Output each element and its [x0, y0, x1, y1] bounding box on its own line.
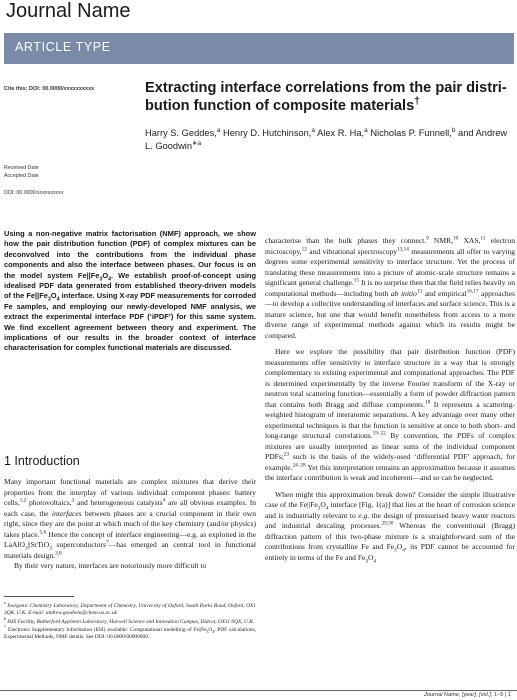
citation-ref: 13: [416, 287, 423, 294]
footnote-text: , PDF calculations, Experimental Methods, NMF details. See DOI: 00.0000/00000000.: [4, 626, 256, 641]
page-footer: [424, 692, 511, 698]
citation-ref: 3,8: [55, 549, 62, 556]
footnote-mark: a: [4, 601, 6, 606]
subscript: 3: [394, 547, 397, 554]
body-text: and heterogeneous catalysts: [74, 498, 163, 507]
body-text: It is no surprise then that the field relies heavily on computational methods—including both: [265, 278, 515, 298]
body-text: Yet this interpretation remains an approximation because it assumes the interface contribution is weak and incoherent—and so can be neglected.: [265, 462, 515, 482]
affiliation-mark: a: [311, 126, 316, 134]
body-text: electron microscopy,: [265, 236, 515, 256]
citation-ref: 29,30: [381, 520, 394, 527]
body-text: Many important functional materials are complex mixtures that derive their properties from the interplay of various individual component phases: battery cells,: [4, 477, 256, 507]
footnote-text: O: [208, 626, 213, 633]
citation-ref: 18: [424, 398, 431, 405]
cite-line: Cite this: DOI: 00.0000/xxxxxxxxxx: [4, 86, 95, 92]
intro-paragraph-1: [4, 477, 256, 561]
body-text: Hence the concept of interface engineering—e.g. as exploited in the LaAlO: [4, 529, 257, 549]
citation-ref: 10: [453, 235, 459, 242]
subscript: 3: [206, 629, 209, 634]
body-text: Here we explore the possibility that pair distribution function (PDF) measurements offer sensitivity to interface structure in a way that is strongly complementary to existing experimental and computational approaches. The PDF is determined experimentally by the inverse Fourier transform of the X-ray or neutron total scattering function—essentially a form of powder diffraction pattern that contains both Bragg and diffuse components.: [265, 347, 515, 409]
body-text: measurements all offer to varying degrees some experimental sensitivity to interface structure. Yet the process of translating these measurements into a picture of atomic-scale structure remains a significant general challenge.: [265, 246, 515, 287]
article-type-bar: [4, 33, 514, 64]
footer-rule: [0, 690, 517, 691]
subscript: 3: [317, 505, 321, 512]
right-paragraph-1: [265, 236, 515, 341]
body-text: are all obvious examples. In each case, the: [4, 498, 256, 518]
subscript: 4: [108, 276, 112, 283]
abstract-text: O: [50, 291, 57, 301]
body-text: —has emerged an central tool in functional materials design.: [4, 540, 256, 560]
subscript: 4: [212, 629, 215, 634]
citation-ref: 16,17: [466, 287, 479, 294]
affiliation-mark: b: [451, 126, 456, 134]
footer-journal: Journal Name, [year], [vol.],: [424, 692, 493, 698]
body-text: NMR,: [428, 236, 454, 245]
subscript: 3: [365, 558, 369, 564]
citation-ref: 3: [71, 497, 75, 504]
footnote-esi: [4, 627, 256, 642]
subscript: 3: [47, 296, 51, 303]
footnote-text: Electronic Supplementary Information (ESI) available: Computational modelling of Fe||Fe: [6, 626, 207, 633]
body-text: O: [396, 542, 403, 551]
body-text: By convention, the PDFs of complex mixtures are usually interpreted as linear sums of the individual component PDFs;: [265, 431, 515, 461]
footnote-mark: b: [4, 616, 6, 621]
intro-left-column: [4, 477, 256, 572]
footnote-mark: †: [4, 625, 7, 630]
citation-ref: 19–22: [372, 430, 386, 437]
affiliation-mark: ∗a: [192, 139, 202, 147]
author-name: Henry D. Hutchinson,: [220, 128, 312, 138]
citation-ref: 9: [426, 235, 429, 242]
abstract-text: Using a non-negative matrix factorisation (NMF) approach, we show how the pair distribution function (PDF) of complex mixtures can be deconvolved into the contributions from the individual phase components and also the interface between phases. Our focus is on the model system Fe||Fe: [4, 229, 256, 280]
abstract: [4, 229, 256, 354]
footnotes: [4, 603, 256, 642]
body-text: approaches—to develop a collective understanding of interfaces and surface science. This is a mature science, but one that would benefit nonetheless from access to a more diverse range of experimental methods against which its results might be compared.: [265, 288, 515, 340]
subscript: 3: [99, 276, 103, 283]
emphasis-text: interfaces: [51, 508, 82, 518]
body-text: between phases are a crucial component in their own right, since they are the point at which much of the key chemistry (and/or physics) takes place.: [4, 508, 256, 539]
body-text: such is the basis of the widely-used ‘differential PDF’ approach, for example.: [265, 452, 515, 472]
footnote-rule: [4, 596, 74, 597]
abstract-text: . We establish proof-of-concept using idealised PDF data generated from established theory-driven models of the Fe||Fe: [4, 270, 256, 301]
author-name: and Andrew L. Goodwin: [145, 128, 508, 151]
citation-ref: 5,6: [39, 528, 47, 535]
abstract-text: interface. Using X-ray PDF measurements for corroded Fe samples, and employing our newly-developed NMF analysis, we extract the experimental interface PDF (‘iPDF’) for this same system. We find excellent agreement between theory and experiment. The implications of our results in the broader context of interface characterisation for complex functional materials are discussed.: [4, 291, 256, 353]
body-text: and empirical: [422, 288, 467, 298]
citation-ref: 7: [106, 539, 109, 546]
subscript: 4: [325, 505, 329, 512]
citation-ref: 1,2: [19, 497, 27, 504]
article-title: [145, 79, 515, 115]
citation-ref: 11: [480, 235, 486, 242]
citation-ref: 13,14: [397, 245, 409, 252]
article-type-label: ARTICLE TYPE: [15, 40, 111, 54]
body-text: ||SrTiO: [27, 540, 50, 549]
body-text: O: [368, 552, 374, 562]
author-name: Alex R. Ha,: [315, 128, 365, 138]
emphasis-text: e.g.: [358, 510, 370, 520]
section-heading-introduction: 1 Introduction: [4, 454, 80, 468]
body-text: Whereas the conventional (Bragg) diffraction pattern of this two-phase mixture is a straightforward sum of the contributions from crystalline Fe and Fe: [265, 521, 515, 551]
citation-ref: 23: [283, 451, 290, 458]
body-text: , its PDF cannot be accounted for entirely in terms of the Fe and Fe: [265, 542, 515, 562]
footer-page-number: 1–5 | 1: [492, 692, 511, 698]
footnote-a: [4, 603, 256, 618]
subscript: 3: [49, 545, 52, 552]
footnote-b: [4, 616, 256, 626]
body-text: and vibrational spectroscopy: [306, 246, 398, 256]
body-text: It represents a scattering-weighted histogram of interatomic separations. A key advantage over many other experimental techniques is that the function is sensitive at once to both short- and long-range structural correlations.: [265, 399, 515, 440]
received-date: Received Date: [4, 165, 39, 171]
footnote-text: Inorganic Chemistry Laboratory, Department of Chemistry, University of Oxford, South Parks Road, Oxford, OX1 3QR, U.K. E-mail: andrew.goodwin@chem.ox.ac.uk: [4, 603, 256, 617]
journal-name: Journal Name: [6, 0, 131, 22]
accepted-date: Accepted Date: [4, 173, 39, 179]
citation-ref: 12: [301, 245, 307, 252]
subscript: 4: [373, 558, 377, 564]
subscript: 4: [56, 296, 60, 303]
author-list: [145, 127, 511, 152]
body-text: the design of pressurised heavy water reactors and industrial descaling processes.: [265, 510, 515, 530]
right-paragraph-3: [265, 490, 515, 564]
affiliation-mark: a: [364, 126, 368, 134]
citation-ref: 24–28: [292, 461, 306, 468]
citation-ref: 15: [353, 277, 360, 284]
citation-ref: 4: [162, 497, 166, 504]
body-text: characterise than the bulk phases they connect.: [265, 236, 427, 245]
emphasis-text: ab initio: [390, 288, 417, 298]
author-name: Harry S. Geddes,: [145, 128, 217, 138]
footnote-text: ISIS Facility, Rutherford Appleton Laboratory, Harwell Science and Innovation Campus, Didcot, OX11 0QX, U.K.: [5, 618, 255, 625]
body-text: interface [Fig. 1(a)] that lies at the heart of corrosion science and is industrially relevant to: [265, 500, 515, 520]
subscript: 3: [24, 545, 28, 552]
body-text: superconductors: [51, 540, 107, 549]
body-text: XAS,: [458, 236, 481, 245]
abstract-text: O: [102, 270, 109, 280]
intro-right-column: [265, 236, 515, 563]
doi-line: DOI: 00.0000/xxxxxxxxxx: [4, 190, 64, 196]
title-line-2: bution function of composite materials: [145, 98, 415, 114]
body-text: When might this approximation break down? Consider the simple illustrative case of the Fe||Fe: [265, 489, 515, 509]
right-paragraph-2: [265, 347, 515, 484]
affiliation-mark: a: [216, 126, 221, 134]
subscript: 4: [402, 547, 405, 554]
body-text: O: [320, 500, 326, 509]
author-name: Nicholas P. Funnell,: [367, 128, 452, 138]
title-line-1: Extracting interface correlations from the pair distri-: [145, 80, 507, 96]
title-dagger: †: [414, 96, 420, 108]
intro-paragraph-2: By their very nature, interfaces are notoriously more difficult to: [14, 561, 207, 570]
body-text: photovoltaics,: [26, 498, 72, 507]
